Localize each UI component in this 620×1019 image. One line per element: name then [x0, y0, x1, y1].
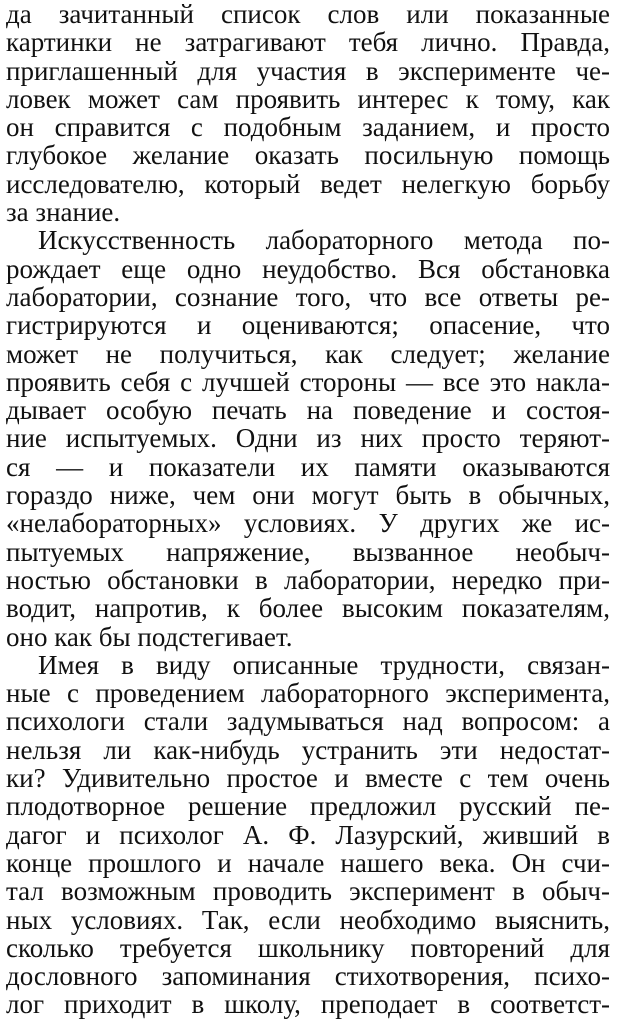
text-line: за знание. [6, 197, 121, 228]
text-line: ные с проведением лабораторного эксперимента, [6, 678, 610, 709]
text-line: конце прошлого и начале нашего века. Он счи- [6, 847, 610, 878]
text-line: гораздо ниже, чем они могут быть в обычных, [6, 480, 610, 511]
text-line: ние испытуемых. Одни из них просто теряют- [6, 423, 610, 454]
text-line: ки? Удивительно простое и вместе с тем очень [6, 763, 610, 794]
text-line: ся — и показатели их памяти оказываются [6, 451, 610, 482]
paragraph [6, 226, 610, 650]
text-line: ных условиях. Так, если необходимо выяснить, [6, 904, 610, 935]
text-line: сколько требуется школьнику повторений для [6, 932, 610, 963]
text-line: лаборатории, сознание того, что все ответы ре- [6, 281, 610, 312]
text-line: водит, напротив, к более высоким показателям, [6, 593, 610, 624]
text-line: гистрируются и оцениваются; опасение, что [6, 310, 610, 341]
text-line: нельзя ли как-нибудь устранить эти недостат- [6, 734, 610, 765]
text-line: тал возможным проводить эксперимент в обыч- [6, 876, 610, 907]
text-line: ностью обстановки в лаборатории, нередко при- [6, 564, 610, 595]
text-line: психологи стали задумываться над вопросом: а [6, 706, 610, 737]
text-line: оно как бы подстегивает. [6, 621, 293, 652]
text-line: лог приходит в школу, преподает в соответст- [6, 989, 610, 1019]
text-line: проявить себя с лучшей стороны — все это накла- [6, 366, 610, 397]
text-line: пытуемых напряжение, вызванное необыч- [6, 536, 610, 567]
text-line: ловек может сам проявить интерес к тому, как [6, 83, 610, 114]
text-line: «нелабораторных» условиях. У других же ис- [6, 508, 610, 539]
text-line: дывает особую печать на поведение и состоя- [6, 395, 610, 426]
text-line: рождает еще одно неудобство. Вся обстановка [6, 253, 610, 284]
text-line: дагог и психолог А. Ф. Лазурский, живший в [6, 819, 610, 850]
text-line: дословного запоминания стихотворения, психо- [6, 961, 610, 992]
text-line: да зачитанный список слов или показанные [6, 0, 610, 29]
page-text [6, 0, 610, 1019]
text-line: глубокое желание оказать посильную помощь [6, 140, 610, 171]
text-line: исследователю, который ведет нелегкую борьбу [6, 168, 610, 199]
paragraph [6, 0, 610, 226]
text-line: Имея в виду описанные трудности, связан- [38, 649, 610, 680]
text-line: Искусственность лабораторного метода по- [38, 225, 610, 256]
text-line: плодотворное решение предложил русский пе- [6, 791, 610, 822]
paragraph [6, 651, 610, 1019]
text-line: приглашенный для участия в эксперименте че- [6, 55, 610, 86]
text-line: он справится с подобным заданием, и просто [6, 112, 610, 143]
text-line: картинки не затрагивают тебя лично. Правда, [6, 27, 610, 58]
text-line: может не получиться, как следует; желание [6, 338, 610, 369]
